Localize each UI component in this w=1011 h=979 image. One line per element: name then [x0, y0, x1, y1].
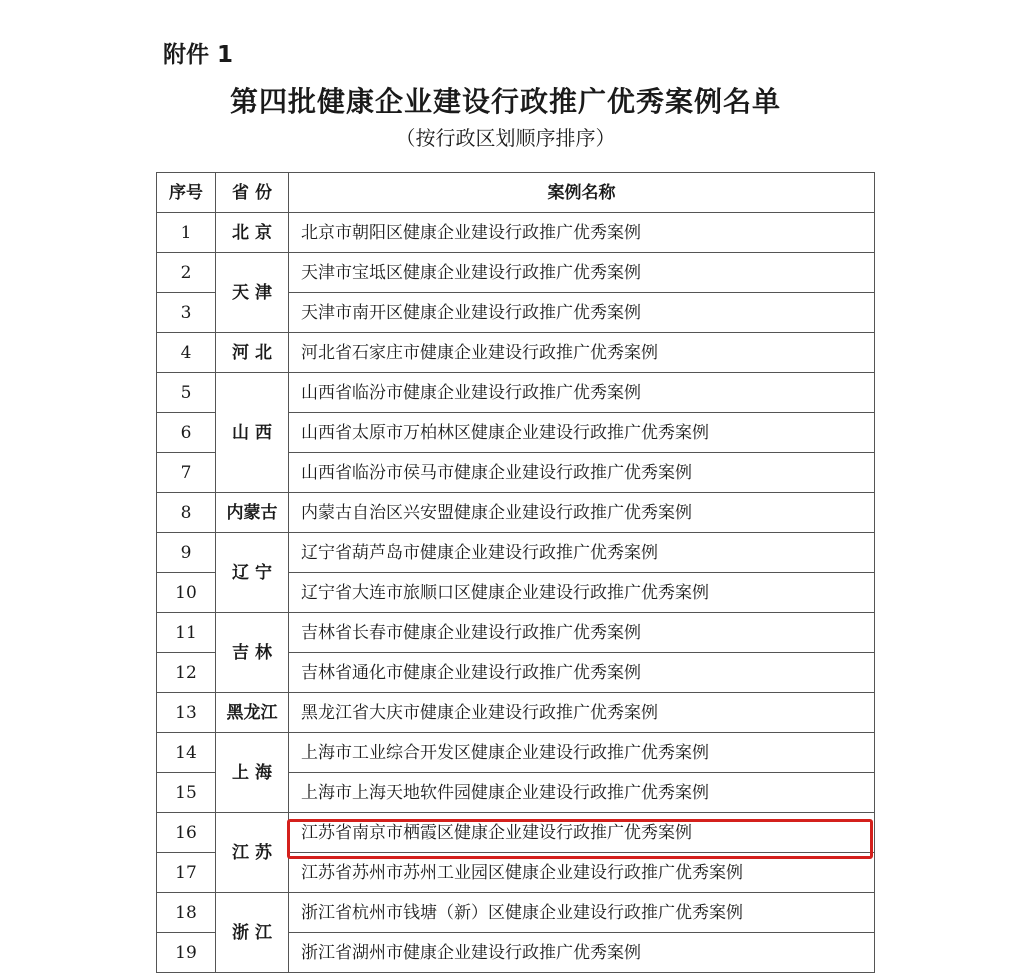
province-cell: 天 津 — [216, 253, 289, 333]
row-no: 9 — [157, 533, 216, 573]
table-row — [157, 613, 875, 653]
case-name: 山西省太原市万柏林区健康企业建设行政推广优秀案例 — [289, 413, 875, 453]
province-cell: 辽 宁 — [216, 533, 289, 613]
case-name: 黑龙江省大庆市健康企业建设行政推广优秀案例 — [289, 693, 875, 733]
table-row — [157, 733, 875, 773]
row-no: 8 — [157, 493, 216, 533]
highlight-box — [287, 819, 873, 859]
row-no: 13 — [157, 693, 216, 733]
row-no: 7 — [157, 453, 216, 493]
header-province: 省 份 — [216, 173, 289, 213]
table-row — [157, 493, 875, 533]
province-cell: 山 西 — [216, 373, 289, 493]
row-no: 19 — [157, 933, 216, 973]
table-row — [157, 253, 875, 293]
document-subtitle: （按行政区划顺序排序） — [395, 126, 616, 150]
row-no: 11 — [157, 613, 216, 653]
case-name: 吉林省长春市健康企业建设行政推广优秀案例 — [289, 613, 875, 653]
case-name: 天津市南开区健康企业建设行政推广优秀案例 — [289, 293, 875, 333]
row-no: 18 — [157, 893, 216, 933]
case-name: 浙江省湖州市健康企业建设行政推广优秀案例 — [289, 933, 875, 973]
table-row — [157, 213, 875, 253]
table-row — [157, 373, 875, 413]
header-case-name: 案例名称 — [289, 173, 875, 213]
case-name: 河北省石家庄市健康企业建设行政推广优秀案例 — [289, 333, 875, 373]
row-no: 16 — [157, 813, 216, 853]
row-no: 6 — [157, 413, 216, 453]
province-cell: 河 北 — [216, 333, 289, 373]
case-name: 上海市工业综合开发区健康企业建设行政推广优秀案例 — [289, 733, 875, 773]
province-cell: 吉 林 — [216, 613, 289, 693]
table-row — [157, 533, 875, 573]
document-title: 第四批健康企业建设行政推广优秀案例名单 — [229, 85, 781, 118]
province-cell: 黑龙江 — [216, 693, 289, 733]
table-row — [157, 893, 875, 933]
row-no: 1 — [157, 213, 216, 253]
header-no: 序号 — [157, 173, 216, 213]
case-name: 内蒙古自治区兴安盟健康企业建设行政推广优秀案例 — [289, 493, 875, 533]
case-name: 辽宁省大连市旅顺口区健康企业建设行政推广优秀案例 — [289, 573, 875, 613]
case-name: 北京市朝阳区健康企业建设行政推广优秀案例 — [289, 213, 875, 253]
row-no: 14 — [157, 733, 216, 773]
row-no: 5 — [157, 373, 216, 413]
table-row — [157, 693, 875, 733]
case-name: 江苏省南京市栖霞区健康企业建设行政推广优秀案例 — [289, 813, 875, 853]
row-no: 10 — [157, 573, 216, 613]
table-row — [157, 333, 875, 373]
case-name: 吉林省通化市健康企业建设行政推广优秀案例 — [289, 653, 875, 693]
province-cell: 江 苏 — [216, 813, 289, 893]
case-name: 江苏省苏州市苏州工业园区健康企业建设行政推广优秀案例 — [289, 853, 875, 893]
province-cell: 浙 江 — [216, 893, 289, 973]
row-no: 3 — [157, 293, 216, 333]
case-name: 辽宁省葫芦岛市健康企业建设行政推广优秀案例 — [289, 533, 875, 573]
attachment-label: 附件 1 — [163, 42, 234, 68]
province-cell: 上 海 — [216, 733, 289, 813]
case-name: 浙江省杭州市钱塘（新）区健康企业建设行政推广优秀案例 — [289, 893, 875, 933]
table-header-row — [157, 173, 875, 213]
row-no: 15 — [157, 773, 216, 813]
case-name: 天津市宝坻区健康企业建设行政推广优秀案例 — [289, 253, 875, 293]
province-cell: 内蒙古 — [216, 493, 289, 533]
case-name: 上海市上海天地软件园健康企业建设行政推广优秀案例 — [289, 773, 875, 813]
province-cell: 北 京 — [216, 213, 289, 253]
row-no: 4 — [157, 333, 216, 373]
row-no: 17 — [157, 853, 216, 893]
row-no: 2 — [157, 253, 216, 293]
case-name: 山西省临汾市侯马市健康企业建设行政推广优秀案例 — [289, 453, 875, 493]
case-name: 山西省临汾市健康企业建设行政推广优秀案例 — [289, 373, 875, 413]
row-no: 12 — [157, 653, 216, 693]
